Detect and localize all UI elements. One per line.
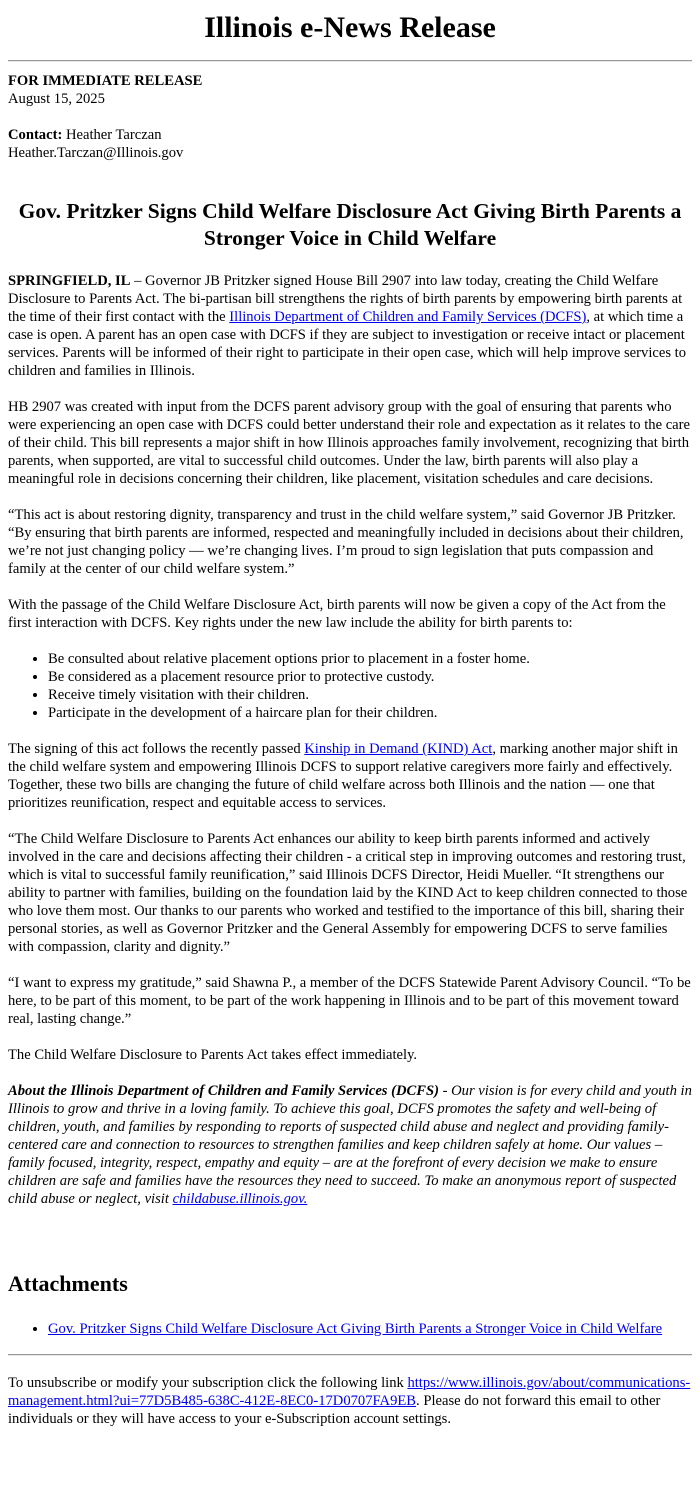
press-headline: Gov. Pritzker Signs Child Welfare Disclosure Act Giving Birth Parents a Stronger Voice in Child Welfare (18, 199, 682, 250)
kind-act-link[interactable]: Kinship in Demand (KIND) Act (304, 741, 493, 757)
paragraph-effective: The Child Welfare Disclosure to Parents Act takes effect immediately. (8, 1047, 418, 1063)
attachments-list (8, 1320, 692, 1338)
attachment-link[interactable]: Gov. Pritzker Signs Child Welfare Disclosure Act Giving Birth Parents a Stronger Voice in Child Welfare (48, 1321, 663, 1337)
kind-text-b: , marking another major shift in the child welfare system and empowering Illinois DCFS to support relative caregivers more fairly and effectively. Together, these two bills are changing the future of child welfare across both Illinois and the nation — one that prioritizes reunification, respect and equitable access to services. (8, 741, 678, 811)
list-item: • Receive timely visitation with their children. (48, 686, 692, 704)
footer-text-b: . Please do not forward this email to other individuals or they will have access to your e-Subscription account settings. (8, 1393, 661, 1427)
contact-name: Heather Tarczan (62, 127, 162, 143)
contact-email: Heather.Tarczan@Illinois.gov (8, 145, 184, 161)
kind-text-a: The signing of this act follows the recently passed (8, 741, 305, 757)
dateline: SPRINGFIELD, IL (8, 273, 131, 289)
banner-title: Illinois e-News Release (204, 11, 496, 44)
list-item: • Be considered as a placement resource prior to protective custody. (48, 668, 692, 686)
about-dcfs (8, 1082, 692, 1208)
paragraph-director-quote: “The Child Welfare Disclosure to Parents Act enhances our ability to keep birth parents informed and actively involved in the care and decisions affecting their children - a critical step in improving outcomes and restoring trust, which is vital to successful family reunification,” said Illinois DCFS Director, Heidi Mueller. “It strengthens our ability to partner with families, building on the foundation laid by the KIND Act to keep children connected to those who love them most. Our thanks to our parents who worked and testified to the importance of this bill, sharing their personal stories, as well as Governor Pritzker and the General Assembly for empowering DCFS to serve families with compassion, clarity and dignity.” (8, 831, 688, 955)
childabuse-link[interactable]: childabuse.illinois.gov. (172, 1191, 308, 1207)
footer-divider (8, 1354, 692, 1356)
paragraph-hb2907: HB 2907 was created with input from the DCFS parent advisory group with the goal of ensuring that parents who were experiencing an open case with DCFS could better understand their role and expectation as it relates to the care of their child. This bill represents a major shift in how Illinois approaches family involvement, recognizing that birth parents, when supported, are vital to successful child outcomes. Under the law, birth parents will also play a meaningful role in decisions concerning their children, like placement, visitation schedules and care decisions. (8, 399, 691, 487)
release-date: August 15, 2025 (8, 91, 105, 107)
about-title: About the Illinois Department of Children and Family Services (DCFS) (8, 1083, 439, 1099)
paragraph-parent-quote: “I want to express my gratitude,” said Shawna P., a member of the DCFS Statewide Parent Advisory Council. “To be here, to be part of this moment, to be part of the work happening in Illinois and to be part of this movement toward real, lasting change.” (8, 975, 691, 1027)
dcfs-link[interactable]: Illinois Department of Children and Family Services (DCFS) (229, 309, 587, 325)
list-item: • Participate in the development of a haircare plan for their children. (48, 704, 692, 722)
banner-divider (8, 60, 692, 62)
contact-label: Contact: (8, 127, 63, 143)
paragraph-key-rights: With the passage of the Child Welfare Disclosure Act, birth parents will now be given a copy of the Act from the first interaction with DCFS. Key rights under the new law include the ability for birth parents to: (8, 597, 666, 631)
contact-line (8, 126, 692, 144)
about-text: - Our vision is for every child and youth in Illinois to grow and thrive in a loving family. To achieve this goal, DCFS promotes the safety and well-being of children, youth, and families by responding to reports of suspected child abuse and neglect and providing family-centered care and connection to resources to strengthen families and keep children safely at home. Our values – family focused, integrity, respect, empathy and equity – are at the forefront of every decision we make to ensure children are safe and families have the resources they need to succeed. To make an anonymous report of suspected child abuse or neglect, visit (8, 1083, 692, 1207)
paragraph-kind-act (8, 740, 692, 812)
paragraph-intro (8, 272, 692, 380)
attachments-heading: Attachments (8, 1271, 128, 1296)
unsubscribe-footer (8, 1374, 692, 1428)
release-header (8, 72, 692, 162)
intro-text-b: , at which time a case is open. A parent has an open case with DCFS if they are subject to investigation or receive intact or placement services. Parents will be informed of their right to participate in their open case, which will help improve services to children and families in Illinois. (8, 309, 687, 379)
release-label: FOR IMMEDIATE RELEASE (8, 73, 203, 89)
list-item (48, 1320, 692, 1338)
list-item: • Be consulted about relative placement options prior to placement in a foster home. (48, 650, 692, 668)
paragraph-governor-quote: “This act is about restoring dignity, transparency and trust in the child welfare system,” said Governor JB Pritzker. “By ensuring that birth parents are informed, respected and meaningfully included in decisions about their children, we’re not just changing policy — we’re changing lives. I’m proud to sign legislation that puts compassion and family at the center of our child welfare system.” (8, 507, 684, 577)
footer-text-a: To unsubscribe or modify your subscription click the following link (8, 1375, 408, 1391)
intro-text-a: – Governor JB Pritzker signed House Bill 2907 into law today, creating the Child Welfare Disclosure to Parents Act. The bi-partisan bill strengthens the rights of birth parents by empowering birth parents at the time of their first contact with the (8, 273, 683, 325)
unsubscribe-link[interactable]: https://www.illinois.gov/about/communications-management.html?ui=77D5B485-638C-412E-8EC0-17D0707FA9EB (8, 1375, 691, 1409)
rights-list (8, 650, 692, 722)
